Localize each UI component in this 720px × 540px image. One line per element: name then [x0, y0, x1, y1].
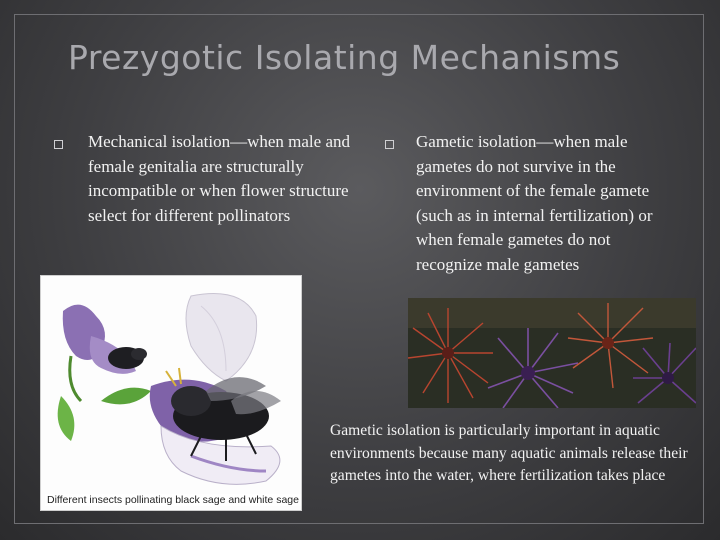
- image-caption: Different insects pollinating black sage and white sage: [47, 494, 299, 506]
- slide-title: Prezygotic Isolating Mechanisms: [68, 38, 621, 77]
- pollinating-sage-image: [40, 275, 302, 511]
- right-bullet-text: Gametic isolation—when male gametes do not survive in the environment of the female gamete (such as in internal fertilization) or when female gametes do not recognize male gametes: [416, 132, 653, 274]
- bullet-square-icon: [385, 140, 394, 149]
- left-bullet-text: Mechanical isolation—when male and female genitalia are structurally incompatible or when flower structure select for different pollinators: [88, 132, 350, 225]
- gametic-isolation-note: Gametic isolation is particularly important in aquatic environments because many aquatic animals release their gametes into the water, where fertilization takes place: [330, 422, 688, 485]
- bullet-square-icon: [54, 140, 63, 149]
- sea-urchins-image: [408, 298, 696, 408]
